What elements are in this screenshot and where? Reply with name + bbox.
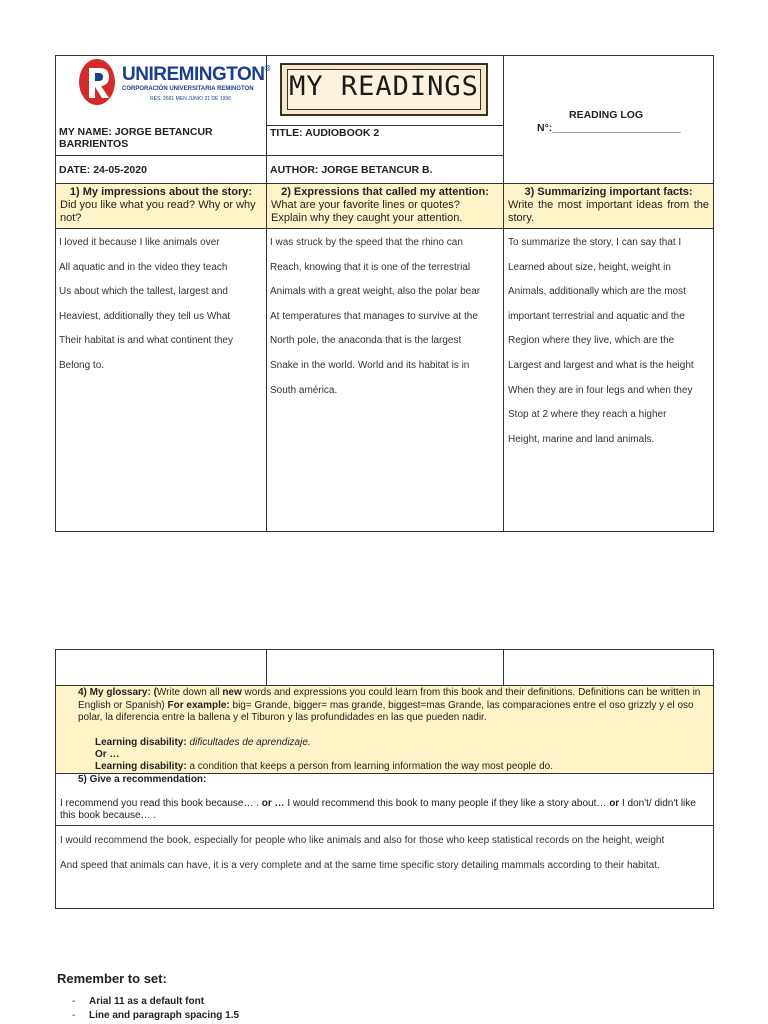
bottom-col-divider-2 bbox=[503, 649, 504, 685]
recommendation-title: 5) Give a recommendation: bbox=[78, 774, 207, 785]
answer-line: Region where they live, which are the bbox=[508, 335, 675, 347]
glossary-example-label: For example: bbox=[167, 699, 230, 711]
remember-item bbox=[72, 996, 204, 1007]
answer-line: Heaviest, additionally they tell us What bbox=[59, 310, 231, 322]
bottom-row-divider-c bbox=[55, 825, 714, 826]
remember-item-text: Line and paragraph spacing 1.5 bbox=[89, 1010, 240, 1021]
row-divider-b bbox=[55, 155, 503, 156]
glossary-example-text: big= Grande, bigger= mas grande, biggest=mas Grande, las comparaciones entre el oso grizzly y el oso polar, la diferencia entre la ballena y el Tiburon y las profundidades en las que pueden nadir. bbox=[78, 699, 694, 723]
answer-line: Height, marine and land animals. bbox=[508, 433, 655, 445]
question-2-prompt: What are your favorite lines or quotes? Explain why they caught your attention. bbox=[271, 199, 463, 224]
bottom-col-divider-1 bbox=[266, 649, 267, 685]
glossary-intro-b: words and expressions you could learn from this book and their definitions. Definitions can be written in English or Spanish) bbox=[78, 687, 701, 711]
uniremington-emblem-icon bbox=[78, 58, 116, 106]
question-3-title: 3) Summarizing important facts: bbox=[524, 186, 693, 198]
col-divider-1 bbox=[266, 55, 267, 532]
reading-log-title: READING LOG bbox=[569, 109, 644, 121]
recommendation-prompt bbox=[60, 798, 710, 822]
glossary-intro-new: new bbox=[222, 687, 242, 698]
glossary-intro-a: Write down all bbox=[156, 687, 223, 698]
question-2-header bbox=[267, 184, 503, 228]
answer-line: Animals, additionally which are the most bbox=[508, 286, 686, 298]
answer-1 bbox=[59, 231, 264, 379]
remember-bullet: - bbox=[72, 1010, 76, 1021]
glossary-term-1 bbox=[95, 737, 311, 749]
my-readings-banner bbox=[280, 63, 488, 116]
logo-resolution: RES. 2661 MEN JUNIO 21 DE 1996 bbox=[150, 96, 231, 102]
answer-line: South américa. bbox=[270, 384, 338, 396]
log-number-field: N°:______________________ bbox=[537, 122, 681, 134]
recommendation-answer-line: And speed that animals can have, it is a very complete and at the same time specific story detailing mammals according to their habitat. bbox=[60, 859, 660, 871]
answer-line: I loved it because I like animals over bbox=[59, 237, 220, 248]
answer-line: I was struck by the speed that the rhino can bbox=[270, 237, 463, 248]
answer-line: Largest and largest and what is the height bbox=[508, 359, 694, 371]
uniremington-logo bbox=[78, 58, 270, 110]
author-field: AUTHOR: JORGE BETANCUR B. bbox=[270, 164, 433, 176]
logo-name: UNIREMINGTON® bbox=[122, 64, 270, 85]
glossary-term-2 bbox=[95, 761, 553, 773]
answer-line: Their habitat is and what continent they bbox=[59, 335, 233, 347]
question-1-title: 1) My impressions about the story: bbox=[69, 186, 253, 198]
remember-bullet: - bbox=[72, 996, 76, 1007]
glossary-term-1-def: dificultades de aprendizaje. bbox=[186, 737, 311, 748]
question-1-prompt: Did you like what you read? Why or why not? bbox=[60, 199, 256, 224]
date-field: DATE: 24-05-2020 bbox=[59, 164, 147, 176]
answer-line: Animals with a great weight, also the polar bear bbox=[270, 286, 481, 298]
question-1-header bbox=[56, 184, 266, 228]
recommendation-answer bbox=[60, 829, 712, 878]
answer-2 bbox=[270, 231, 502, 403]
recommendation-or-1: or … bbox=[261, 798, 285, 809]
answer-line: North pole, the anaconda that is the largest bbox=[270, 335, 462, 347]
answer-line: To summarize the story, I can say that I bbox=[508, 237, 682, 248]
glossary-title: 4) My glossary: ( bbox=[78, 687, 157, 698]
answer-line: At temperatures that manages to survive at the bbox=[270, 310, 478, 322]
answer-line: Learned about size, height, weight in bbox=[508, 261, 671, 273]
glossary-paragraph bbox=[78, 687, 708, 725]
glossary-or: Or … bbox=[95, 749, 120, 760]
remember-item-text: Arial 11 as a default font bbox=[89, 996, 205, 1007]
recommendation-answer-line: I would recommend the book, especially for people who like animals and also for those who keep statistical records on the height, weight bbox=[60, 835, 665, 846]
logo-subtitle: CORPORACIÓN UNIVERSITARIA REMINGTON bbox=[122, 86, 254, 92]
banner-title: MY READINGS bbox=[289, 71, 479, 102]
question-3-header bbox=[504, 184, 713, 228]
glossary-term-2-label: Learning disability: bbox=[95, 761, 187, 772]
title-field: TITLE: AUDIOBOOK 2 bbox=[270, 127, 380, 139]
recommendation-prompt-b: I would recommend this book to many people if they like a story about… bbox=[287, 798, 610, 809]
question-2-title: 2) Expressions that called my attention: bbox=[281, 186, 489, 198]
name-field: MY NAME: JORGE BETANCUR BARRIENTOS bbox=[59, 126, 213, 150]
col-divider-2 bbox=[503, 55, 504, 532]
row-divider-a bbox=[266, 125, 503, 126]
answer-line: When they are in four legs and when they bbox=[508, 384, 693, 396]
answer-line: Us about which the tallest, largest and bbox=[59, 286, 228, 298]
answer-line: Belong to. bbox=[59, 359, 105, 371]
answer-line: Reach, knowing that it is one of the terrestrial bbox=[270, 261, 471, 273]
question-3-prompt: Write the most important ideas from the story. bbox=[508, 199, 709, 224]
answer-line: important terrestrial and aquatic and the bbox=[508, 310, 685, 322]
remember-item bbox=[72, 1010, 239, 1021]
answer-line: Stop at 2 where they reach a higher bbox=[508, 409, 667, 421]
answer-line: Snake in the world. World and its habitat is in bbox=[270, 359, 470, 371]
remember-title: Remember to set: bbox=[57, 971, 167, 986]
recommendation-or-2: or bbox=[609, 798, 620, 809]
recommendation-prompt-a: I recommend you read this book because… . bbox=[60, 798, 262, 809]
answer-line: All aquatic and in the video they teach bbox=[59, 261, 228, 273]
answer-3 bbox=[508, 231, 712, 452]
row-divider-d bbox=[55, 228, 714, 229]
glossary-term-1-label: Learning disability: bbox=[95, 737, 187, 748]
recommendation-prompt-c: I don't/ didn't like this book because… . bbox=[60, 798, 696, 821]
glossary-term-2-def: a condition that keeps a person from learning information the way most people do. bbox=[186, 761, 554, 772]
